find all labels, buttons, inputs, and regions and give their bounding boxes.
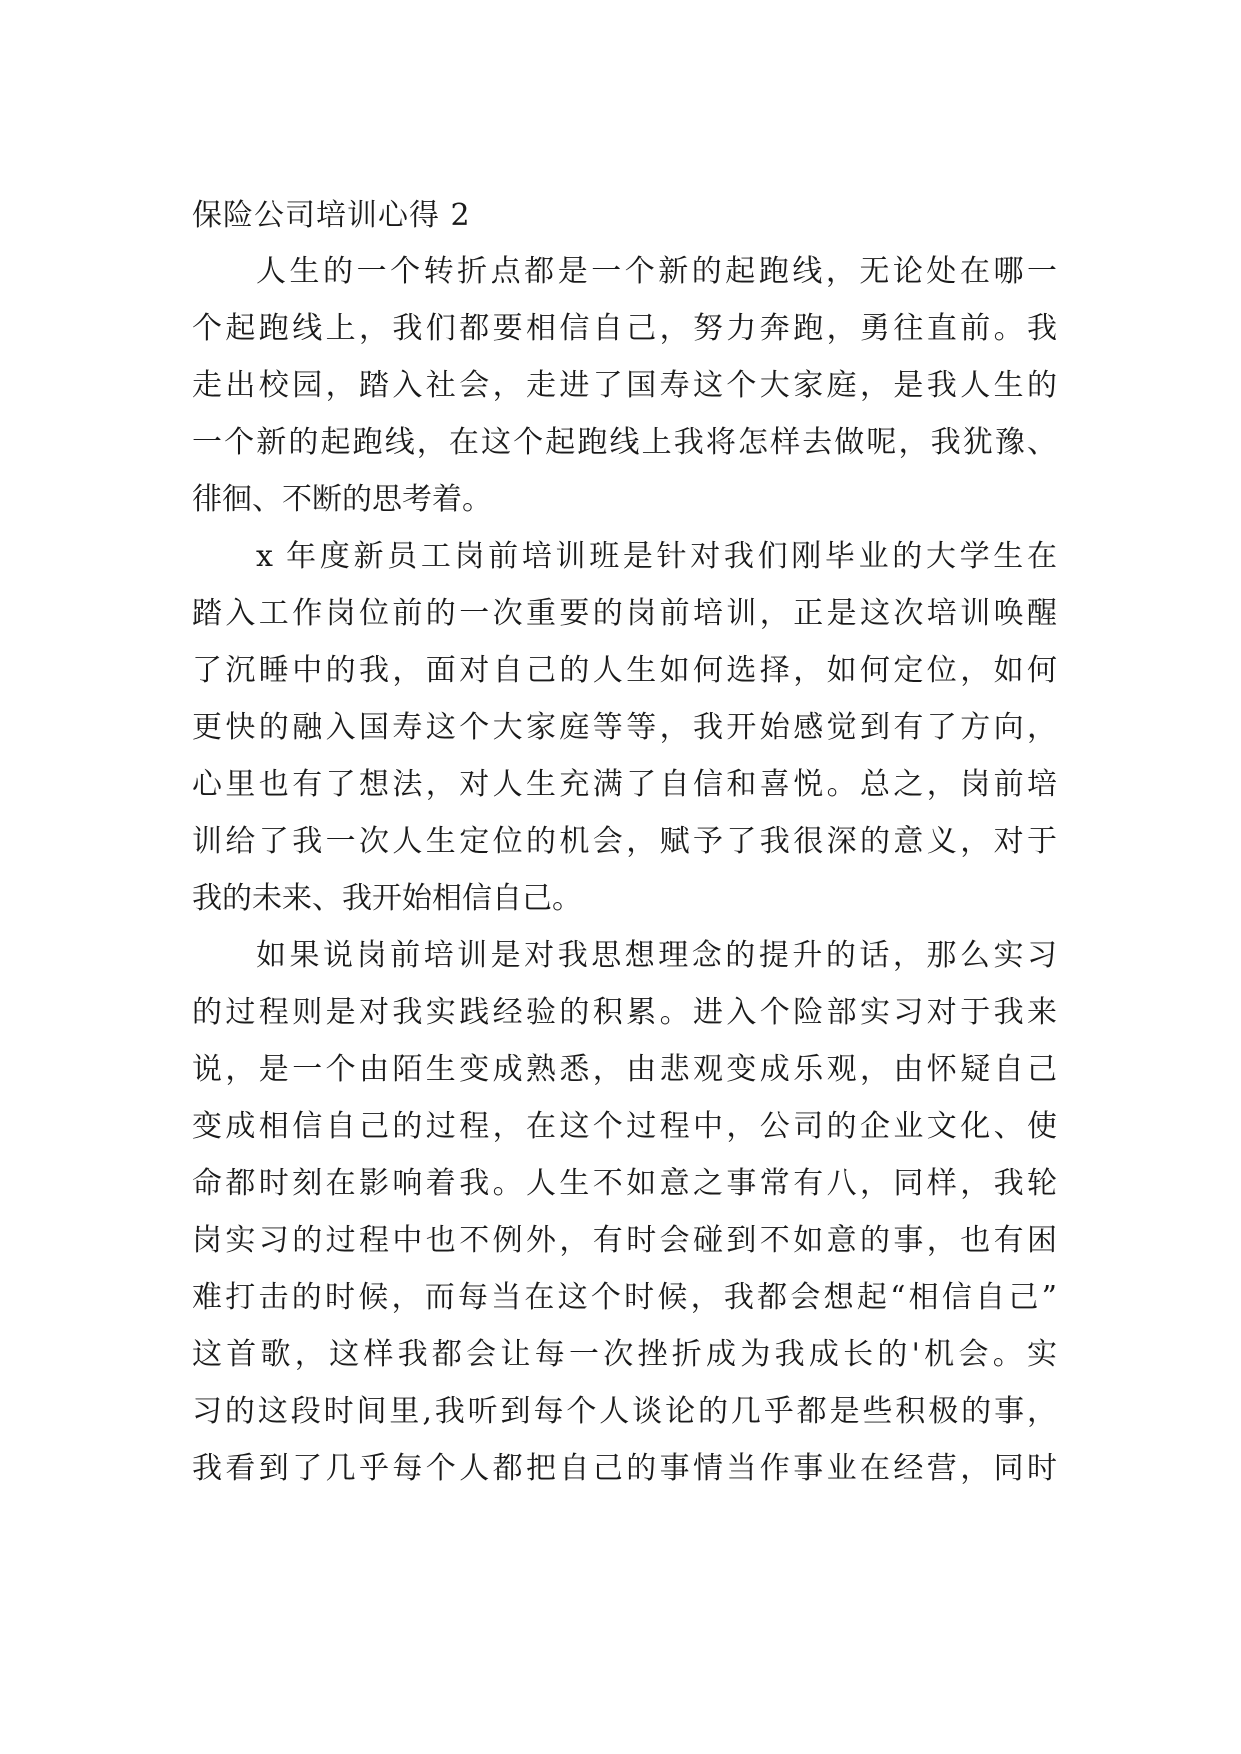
paragraph-line: 岗实习的过程中也不例外，有时会碰到不如意的事，也有困: [192, 1223, 1057, 1258]
paragraph-line: 难打击的时候，而每当在这个时候，我都会想起“相信自己”: [192, 1280, 1057, 1315]
paragraph-line: 的过程则是对我实践经验的积累。进入个险部实习对于我来: [192, 995, 1057, 1030]
document-title: 保险公司培训心得 2: [192, 198, 471, 233]
paragraph-line: 心里也有了想法，对人生充满了自信和喜悦。总之，岗前培: [192, 767, 1057, 802]
paragraph-line: 这首歌，这样我都会让每一次挫折成为我成长的'机会。实: [192, 1337, 1057, 1372]
paragraph-line: x 年度新员工岗前培训班是针对我们刚毕业的大学生在: [256, 539, 1057, 574]
paragraph-line: 训给了我一次人生定位的机会，赋予了我很深的意义，对于: [192, 824, 1057, 859]
paragraph-line: 了沉睡中的我，面对自己的人生如何选择，如何定位，如何: [192, 653, 1057, 688]
paragraph-line: 命都时刻在影响着我。人生不如意之事常有八，同样，我轮: [192, 1166, 1057, 1201]
paragraph-line: 人生的一个转折点都是一个新的起跑线，无论处在哪一: [256, 254, 1057, 289]
paragraph-line: 我的未来、我开始相信自己。: [192, 881, 582, 916]
paragraph-line: 个起跑线上，我们都要相信自己，努力奔跑，勇往直前。我: [192, 311, 1057, 346]
paragraph-line: 说，是一个由陌生变成熟悉，由悲观变成乐观，由怀疑自己: [192, 1052, 1057, 1087]
paragraph-line: 变成相信自己的过程，在这个过程中，公司的企业文化、使: [192, 1109, 1057, 1144]
paragraph-line: 徘徊、不断的思考着。: [192, 482, 492, 517]
paragraph-line: 踏入工作岗位前的一次重要的岗前培训，正是这次培训唤醒: [192, 596, 1057, 631]
paragraph-line: 习的这段时间里,我听到每个人谈论的几乎都是些积极的事，: [192, 1394, 1057, 1429]
paragraph-line: 如果说岗前培训是对我思想理念的提升的话，那么实习: [256, 938, 1057, 973]
paragraph-line: 一个新的起跑线，在这个起跑线上我将怎样去做呢，我犹豫、: [192, 425, 1057, 460]
paragraph-line: 我看到了几乎每个人都把自己的事情当作事业在经营，同时: [192, 1451, 1057, 1486]
paragraph-line: 走出校园，踏入社会，走进了国寿这个大家庭，是我人生的: [192, 368, 1057, 403]
paragraph-line: 更快的融入国寿这个大家庭等等，我开始感觉到有了方向，: [192, 710, 1057, 745]
